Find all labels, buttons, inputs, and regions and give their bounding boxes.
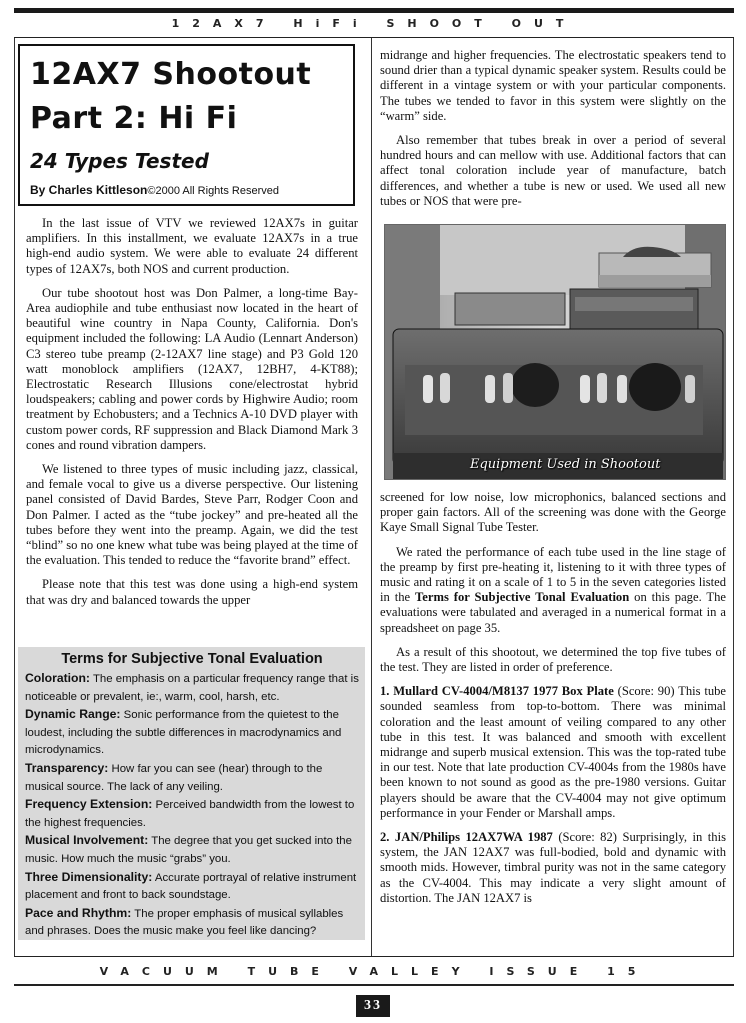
right-column-bottom xyxy=(380,490,726,906)
term-definition: Accurate portrayal of relative instrument placement and front to back soundstage. xyxy=(25,871,357,902)
term-definition: Sonic performance from the quietest to the loudest, including the subtle differences in macrodynamics and microdynamics. xyxy=(25,709,342,757)
term-label: Transparency: xyxy=(25,760,109,775)
paragraph: As a result of this shootout, we determined the top five tubes of the test. They are listed in order of preference. xyxy=(380,644,726,675)
term-label: Pace and Rhythm: xyxy=(25,905,132,920)
ranking-item-body: (Score: 90) This tube sounded seamless from top-to-bottom. There was minimal coloration and the least amount of veiling compared to any other tube in this test. It was balanced and smooth with excellent midrange and superb musical extension. This was the top-rated tube in our test. Note that late production CV-4004s from the 1980s have been known to not sound as good as the pre-1980 versions. Guitar players should be aware that the CV-4004 may not give optimum performance in your Fender or Marshall amps. xyxy=(380,684,726,820)
term-definition: How far you can see (hear) through to the musical source. The lack of any veiling. xyxy=(25,762,323,793)
column-divider xyxy=(371,38,372,956)
right-column-top xyxy=(380,48,726,209)
term-label: Dynamic Range: xyxy=(25,707,121,722)
equipment-photo xyxy=(384,224,726,480)
term-definition: The degree that you get sucked into the music. How much the music “grabs” you. xyxy=(25,835,352,865)
frame-right-rule xyxy=(733,38,734,956)
terms-heading: Terms for Subjective Tonal Evaluation xyxy=(61,651,323,667)
term-dynamic-range xyxy=(25,706,359,760)
paragraph: We listened to three types of music including jazz, classical, and female vocal to give us a diverse perspective. Our listening panel consisted of David Bardes, Steve Parr, Rodger Coon and Don Palmer. I acted as the “tube jockey” and pre-heated all the tubes before they went into the preamp. Again, we did the test “blind” so no one knew what tube was being played at the time of the evaluation. This tended to reduce the “favorite brand” effect. xyxy=(26,462,358,568)
term-label: Coloration: xyxy=(25,671,90,685)
paragraph-part: on this page. The evaluations were tabulated and averaged in a numerical format in a spreadsheet on page 35. xyxy=(380,590,726,635)
header-rule xyxy=(14,37,734,38)
paragraph: In the last issue of VTV we reviewed 12AX7s in guitar amplifiers. In this installment, we evaluate 12AX7s in a true high-end audio system. We were able to evaluate 24 different types of 12AX7s, both NOS and current production. xyxy=(26,216,358,276)
paragraph: midrange and higher frequencies. The electrostatic speakers tend to sound drier than a typical dynamic speaker system. Results could be different in a vintage system or with your particular components. The tubes we tended to favor in this system were slightly on the “warm” side. xyxy=(380,48,726,123)
frame-left-rule xyxy=(14,38,15,956)
ranking-item-heading: 1. Mullard CV-4004/M8137 1977 Box Plate xyxy=(380,684,614,699)
footer-rule xyxy=(14,956,734,957)
term-definition: The proper emphasis of musical syllables and phrases. Does the music make you feel like dancing? xyxy=(25,907,344,938)
term-coloration xyxy=(25,670,359,706)
paragraph: Also remember that tubes break in over a period of several hundred hours and can mellow with use. Additional factors that can affect tonal coloration include year of manufacture, batch differences, and whether a tube is new or used. We used all new tubes or NOS that were pre- xyxy=(380,133,726,208)
page-title-line2: Part 2: Hi Fi xyxy=(30,101,238,136)
subtitle: 24 Types Tested xyxy=(30,149,209,173)
terms-box xyxy=(18,647,365,940)
byline-rights: ©2000 All Rights Reserved xyxy=(147,185,279,197)
left-column xyxy=(26,216,358,608)
equipment-photo-image xyxy=(385,225,726,480)
term-label: Three Dimensionality: xyxy=(25,869,153,884)
paragraph: Our tube shootout host was Don Palmer, a long-time Bay-Area audiophile and tube enthusiast now located in the heart of beautiful wine country in Napa County, California. Don's equipment included the following: LA Audio (Lennart Anderson) C3 stereo tube preamp (2-12AX7 line stage) and P3 Gold 120 watt monoblock amplifiers (12AX7, 12BH7, 4-KT88); Electrostatic Research Illusions cone/electrostat hybrid loudspeakers; cabling and power cords by Highwire Audio; room treatment by Echobusters; and a Technics A-10 DVD player with custom power cords, RF suppression and Black Diamond Mark 3 cones and round vibration dampers. xyxy=(26,285,358,452)
term-definition: Perceived bandwidth from the lowest to the highest frequencies. xyxy=(25,799,355,829)
paragraph: Please note that this test was done using a high-end system that was dry and balanced towards the upper xyxy=(26,577,358,607)
ranking-item-heading: 2. JAN/Philips 12AX7WA 1987 xyxy=(380,830,553,845)
byline xyxy=(30,183,279,197)
running-header: 12AX7 HiFi SHOOT OUT xyxy=(171,17,577,30)
ranking-item-body: (Score: 82) Surprisingly, in this system, the JAN 12AX7 was full-bodied, bold and dynamic with smooth mids. However, timbral purity was not in the same category as the CV-4004. This may indicate a very slight amount of distortion. The JAN 12AX7 is xyxy=(380,830,726,905)
term-musical-involvement xyxy=(25,832,359,868)
term-definition: The emphasis on a particular frequency range that is noticeable or prevalent, ie:, warm, cool, harsh, etc. xyxy=(25,673,359,703)
term-frequency-extension xyxy=(25,796,359,832)
page-number: 33 xyxy=(356,995,390,1017)
ranking-item-2 xyxy=(380,830,726,906)
photo-caption: Equipment Used in Shootout xyxy=(470,457,661,472)
page-title: 12AX7 Shootout xyxy=(30,57,312,92)
term-three-dimensionality xyxy=(25,869,359,905)
paragraph: screened for low noise, low microphonics, balanced sections and proper gain factors. All of the screening was done with the George Kaye Small Signal Tube Tester. xyxy=(380,490,726,535)
ranking-item-1 xyxy=(380,684,726,821)
terms-reference: Terms for Subjective Tonal Evaluation xyxy=(415,590,630,605)
term-pace-and-rhythm xyxy=(25,905,359,941)
top-rule xyxy=(14,8,734,13)
byline-author: By Charles Kittleson xyxy=(30,183,148,197)
paragraph-part: We rated the performance of each tube used in the line stage of the preamp by first pre-heating it, listening to it with three types of music and rating it on a scale of 1 to 5 in the seven categories listed in the xyxy=(380,544,726,605)
term-label: Frequency Extension: xyxy=(25,797,153,812)
paragraph xyxy=(380,545,726,636)
term-label: Musical Involvement: xyxy=(25,833,149,848)
running-footer: VACUUM TUBE VALLEY ISSUE 15 xyxy=(99,965,649,978)
footer-bottom-rule xyxy=(14,984,734,986)
term-transparency xyxy=(25,760,359,796)
